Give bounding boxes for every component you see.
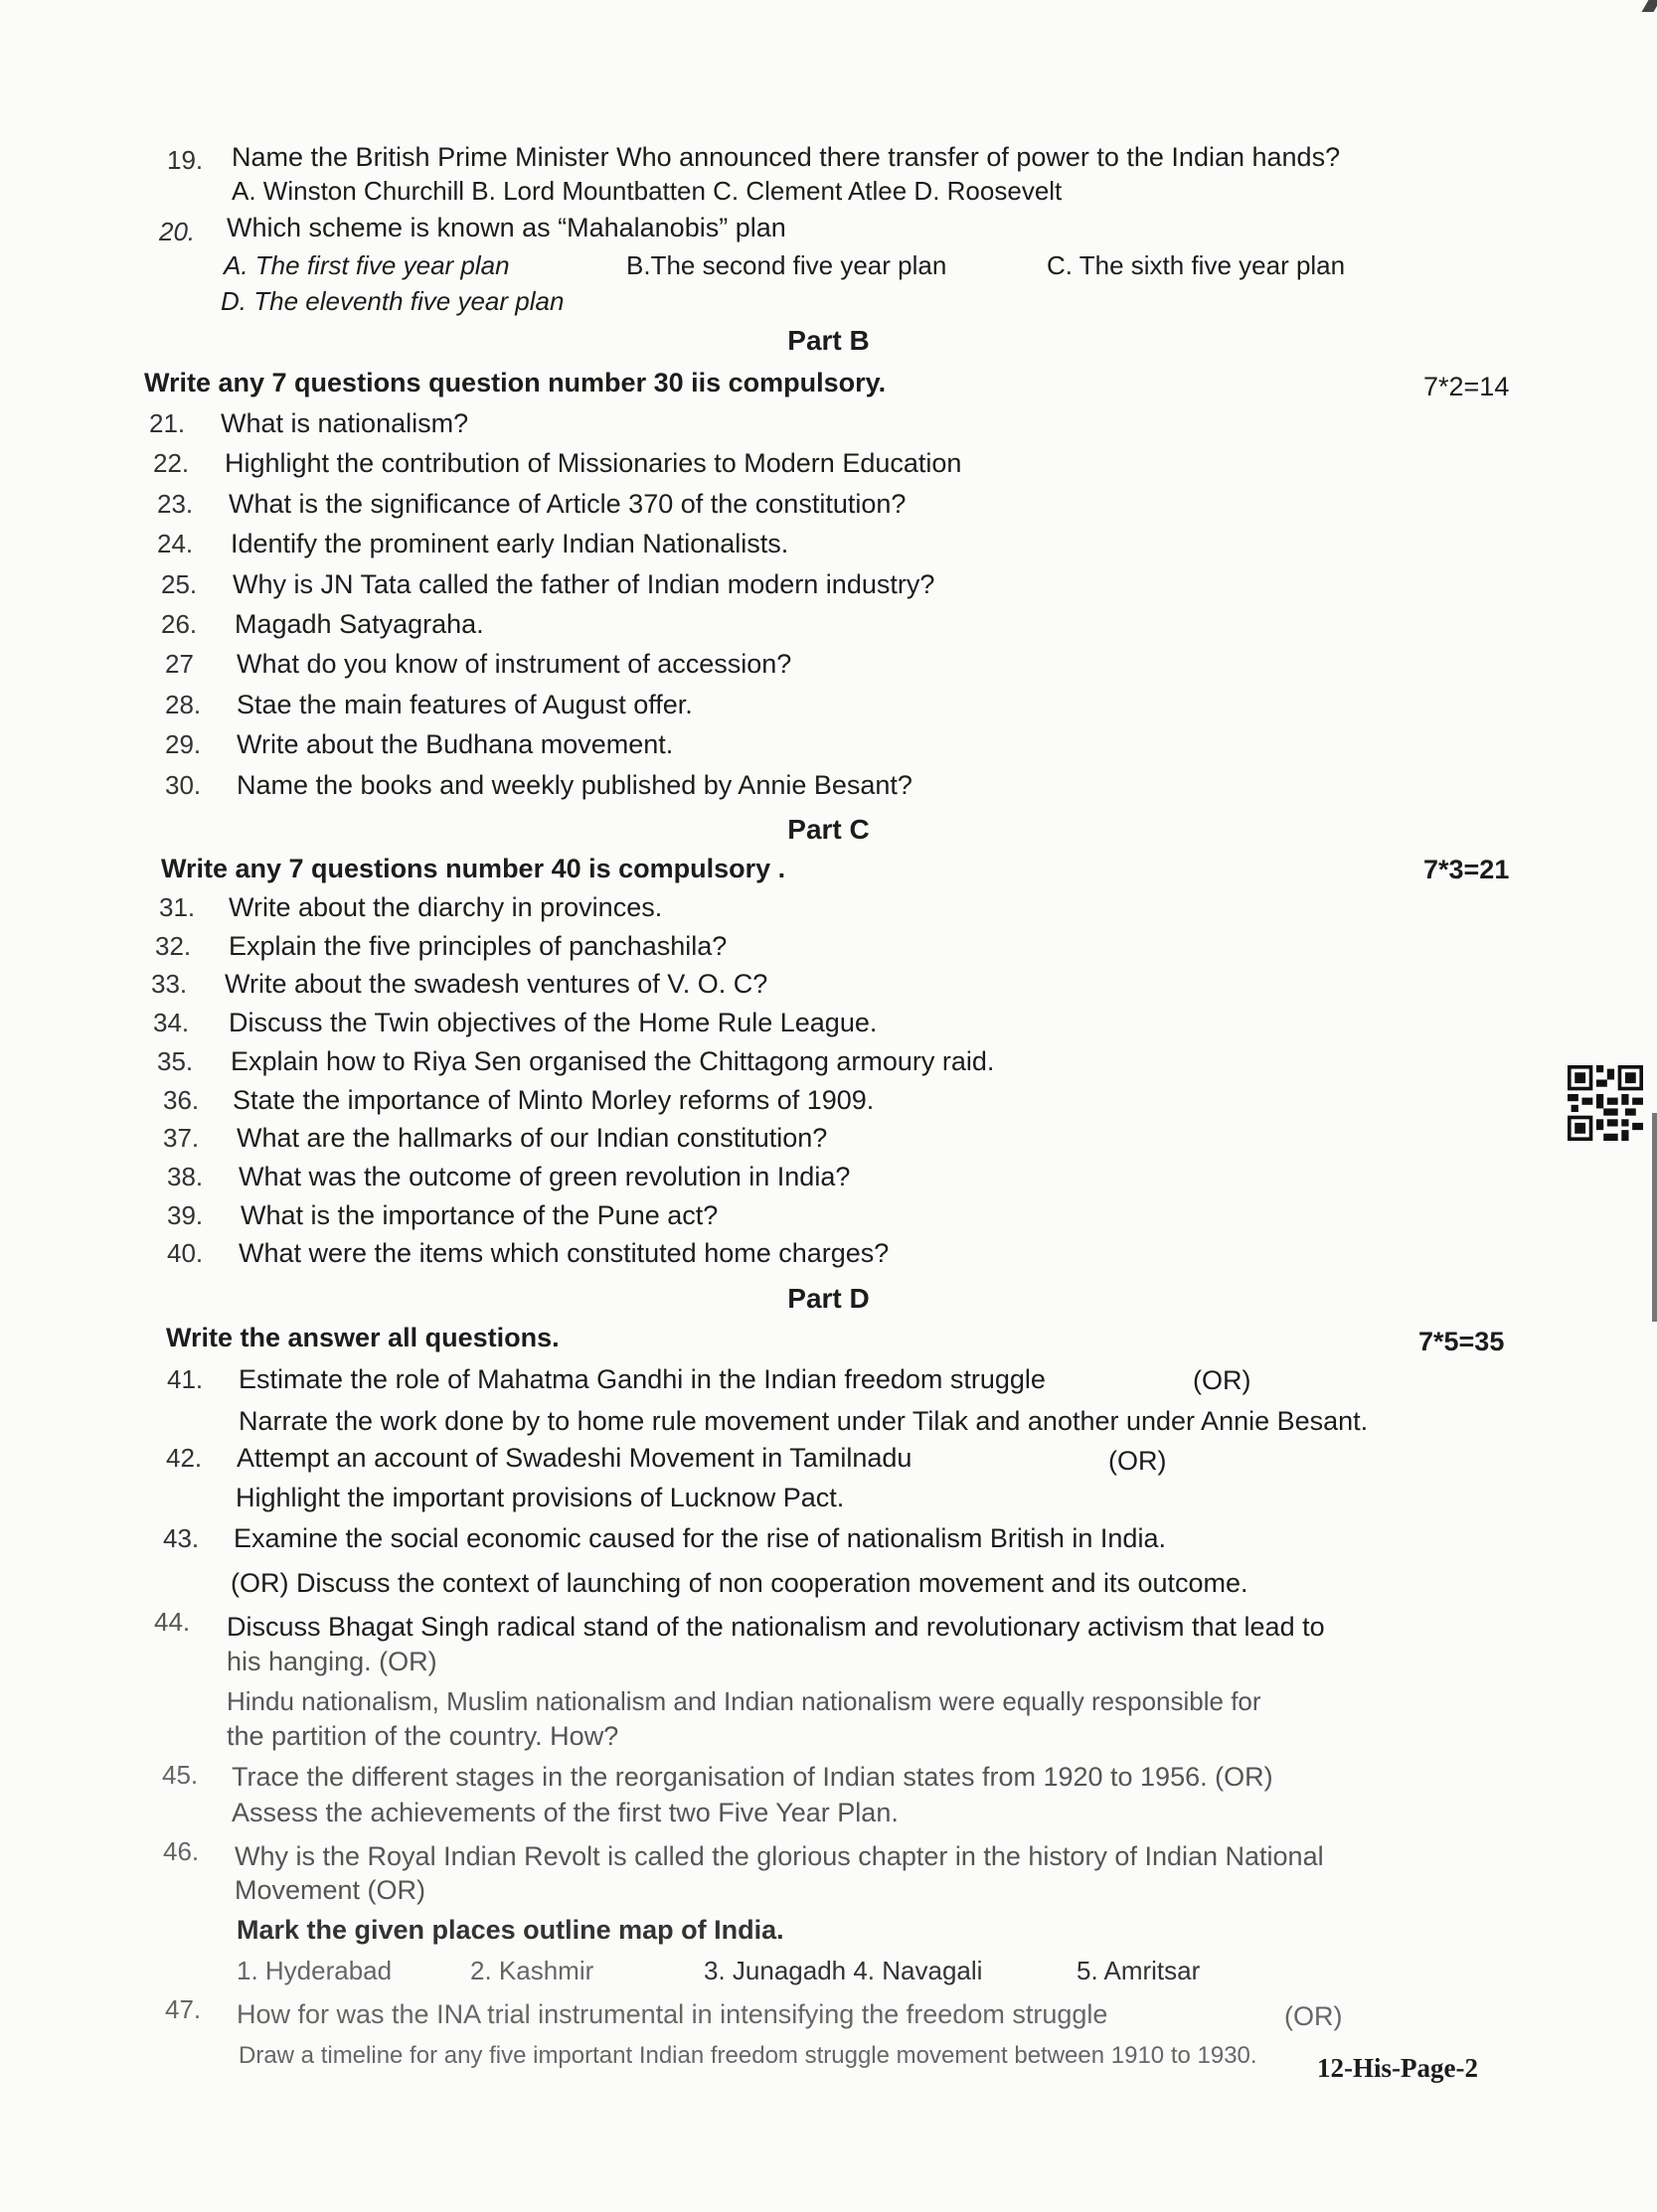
question-text: Draw a timeline for any five important Indian freedom struggle movement between 1910 to 1930. <box>239 2042 1257 2069</box>
question-number: 19. <box>167 145 204 175</box>
question-text: Why is JN Tata called the father of Indian modern industry? <box>233 568 935 599</box>
question-text: Explain how to Riya Sen organised the Chittagong armoury raid. <box>231 1045 995 1076</box>
question-text: Highlight the important provisions of Lucknow Pact. <box>236 1483 845 1512</box>
question-number: 39. <box>167 1199 204 1230</box>
question-text: Magadh Satyagraha. <box>235 609 484 639</box>
question-number: 37. <box>163 1123 200 1154</box>
question-text: State the importance of Minto Morley reforms of 1909. <box>233 1084 875 1115</box>
place-item: 3. Junagadh 4. Navagali <box>704 1956 983 1985</box>
question-number: 32. <box>155 930 192 961</box>
scan-corner-mark <box>1642 0 1657 12</box>
question-text: Write about the diarchy in provinces. <box>229 892 663 922</box>
question-text: Trace the different stages in the reorganisation of Indian states from 1920 to 1956. (OR) <box>232 1762 1273 1792</box>
question-text: Assess the achievements of the first two Five Year Plan. <box>232 1798 899 1827</box>
question-text: Explain the five principles of panchashila? <box>229 930 728 961</box>
option-c: C. The sixth five year plan <box>1047 250 1346 280</box>
question-number: 44. <box>154 1607 191 1637</box>
question-number: 46. <box>163 1836 200 1866</box>
or-label: (OR) <box>1193 1365 1251 1395</box>
part-c-heading: Part C <box>787 814 870 845</box>
option-d: D. The eleventh five year plan <box>221 286 565 316</box>
question-text: (OR) Discuss the context of launching of non cooperation movement and its outcome. <box>231 1568 1248 1598</box>
question-number: 26. <box>161 609 198 639</box>
part-b-instruction: Write any 7 questions question number 30 iis compulsory. <box>144 368 887 397</box>
question-number: 22. <box>153 448 190 479</box>
part-c-marks: 7*3=21 <box>1423 855 1510 884</box>
question-number: 34. <box>153 1008 190 1038</box>
question-number: 40. <box>167 1238 204 1269</box>
question-text: What do you know of instrument of accession? <box>237 649 792 680</box>
scan-edge-mark <box>1652 1113 1657 1322</box>
question-number: 33. <box>151 969 188 1000</box>
question-text: Examine the social economic caused for the rise of nationalism British in India. <box>234 1523 1166 1553</box>
question-number: 35. <box>157 1045 194 1076</box>
question-text: Movement (OR) <box>235 1875 426 1905</box>
question-number: 36. <box>163 1084 200 1115</box>
question-text: What is the significance of Article 370 of the constitution? <box>229 488 907 519</box>
question-number: 21. <box>149 408 186 438</box>
question-number: 43. <box>163 1523 200 1553</box>
question-text: Narrate the work done by to home rule movement under Tilak and another under Annie Besant. <box>239 1406 1369 1436</box>
part-b-marks: 7*2=14 <box>1423 372 1510 401</box>
place-item: 5. Amritsar <box>1077 1956 1201 1985</box>
question-number: 27 <box>165 649 194 680</box>
question-number: 47. <box>165 1994 202 2024</box>
question-text: the partition of the country. How? <box>227 1721 619 1751</box>
question-options <box>224 248 1345 282</box>
part-d-heading: Part D <box>787 1283 870 1314</box>
page-footer: 12-His-Page-2 <box>1317 2053 1478 2083</box>
question-number: 38. <box>167 1161 204 1191</box>
question-text: Write about the swadesh ventures of V. O. C? <box>225 969 768 1000</box>
question-number: 25. <box>161 568 198 599</box>
question-number: 23. <box>157 488 194 519</box>
question-number: 20. <box>159 217 196 246</box>
question-text: What were the items which constituted home charges? <box>239 1238 890 1269</box>
question-text: Attempt an account of Swadeshi Movement in Tamilnadu <box>237 1443 912 1473</box>
question-options: A. Winston Churchill B. Lord Mountbatten C. Clement Atlee D. Roosevelt <box>232 176 1063 206</box>
qr-code-icon <box>1568 1065 1643 1141</box>
question-text: his hanging. (OR) <box>227 1647 437 1676</box>
or-label: (OR) <box>1108 1446 1167 1476</box>
question-text: Discuss the Twin objectives of the Home Rule League. <box>229 1008 878 1038</box>
question-text: Estimate the role of Mahatma Gandhi in the Indian freedom struggle <box>239 1364 1046 1394</box>
question-text: Name the books and weekly published by Annie Besant? <box>237 769 912 800</box>
question-number: 24. <box>157 529 194 559</box>
question-text: Stae the main features of August offer. <box>237 689 693 719</box>
question-text: What is the importance of the Pune act? <box>241 1199 719 1230</box>
part-d-instruction: Write the answer all questions. <box>166 1323 560 1352</box>
question-number: 28. <box>165 689 202 719</box>
part-c-instruction: Write any 7 questions number 40 is compulsory . <box>161 854 786 883</box>
question-number: 45. <box>162 1760 199 1790</box>
question-text: Name the British Prime Minister Who announced there transfer of power to the Indian hands? <box>232 142 1341 172</box>
question-text: Write about the Budhana movement. <box>237 729 674 760</box>
option-b: B.The second five year plan <box>626 250 947 280</box>
question-number: 41. <box>167 1364 204 1394</box>
question-number: 30. <box>165 769 202 800</box>
question-number: 29. <box>165 729 202 760</box>
or-label: (OR) <box>1284 2001 1343 2031</box>
place-item: 2. Kashmir <box>470 1956 594 1985</box>
place-item: 1. Hyderabad <box>237 1956 393 1985</box>
question-number: 31. <box>159 892 196 922</box>
question-text: Hindu nationalism, Muslim nationalism and Indian nationalism were equally responsible for <box>227 1686 1261 1716</box>
option-a: A. The first five year plan <box>224 250 510 280</box>
question-text: Discuss Bhagat Singh radical stand of the nationalism and revolutionary activism that lead to <box>227 1612 1325 1642</box>
part-d-marks: 7*5=35 <box>1418 1327 1505 1356</box>
question-text: Identify the prominent early Indian Nationalists. <box>231 529 789 559</box>
question-text: What was the outcome of green revolution in India? <box>239 1161 851 1191</box>
places-list <box>237 1954 1200 1987</box>
question-text: Why is the Royal Indian Revolt is called the glorious chapter in the history of Indian National <box>235 1841 1324 1871</box>
part-b-heading: Part B <box>787 325 870 356</box>
question-number: 42. <box>166 1443 203 1473</box>
question-text: Which scheme is known as “Mahalanobis” plan <box>227 213 786 242</box>
question-text: Highlight the contribution of Missionaries to Modern Education <box>225 448 962 479</box>
question-text: What are the hallmarks of our Indian constitution? <box>237 1123 828 1154</box>
question-text: How for was the INA trial instrumental in intensifying the freedom struggle <box>237 1999 1108 2029</box>
question-text: What is nationalism? <box>221 408 469 438</box>
question-text: Mark the given places outline map of India. <box>237 1915 784 1945</box>
